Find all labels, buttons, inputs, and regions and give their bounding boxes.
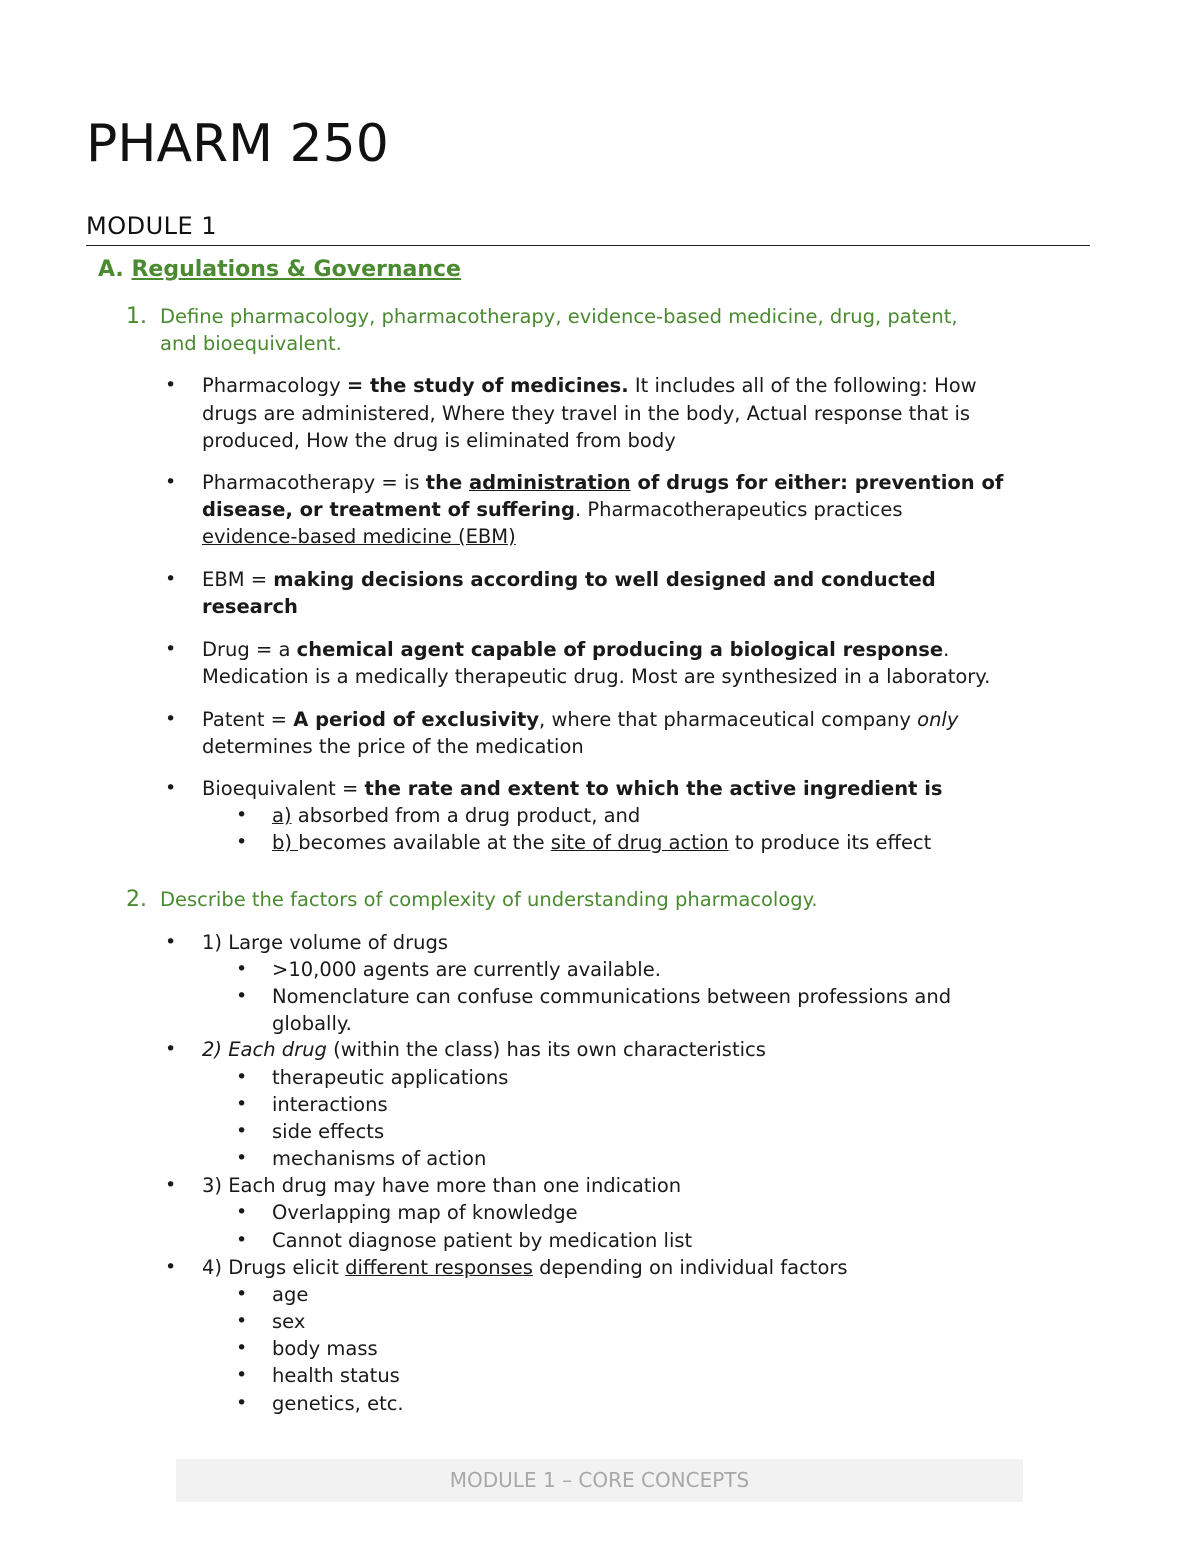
sub-item: therapeutic applications: [272, 1066, 509, 1089]
text-run: .: [943, 638, 950, 661]
bullet-icon: •: [236, 1229, 248, 1251]
text-line: produced, How the drug is eliminated from body: [202, 429, 676, 452]
bullet-icon: •: [236, 1147, 248, 1169]
bullet-icon: •: [236, 831, 248, 853]
text-run-bold-underline: administration: [468, 471, 631, 494]
bullet-icon: •: [165, 638, 177, 660]
factor-3: 3) Each drug may have more than one indication: [202, 1174, 682, 1197]
question-1-line1: Define pharmacology, pharmacotherapy, evidence-based medicine, drug, patent,: [160, 305, 958, 328]
factor-1: 1) Large volume of drugs: [202, 931, 448, 954]
text-run: EBM =: [202, 568, 274, 591]
bullet-icon: •: [165, 374, 177, 396]
document-title: PHARM 250: [86, 114, 389, 174]
sub-item: Overlapping map of knowledge: [272, 1201, 578, 1224]
factor-2: [202, 1036, 766, 1063]
text-run: It includes all of the following: How: [628, 374, 977, 397]
text-run: (within the class) has its own characteristics: [326, 1038, 766, 1061]
bullet-icon: •: [165, 1038, 177, 1060]
question-1-line2: and bioequivalent.: [160, 332, 342, 355]
sub-item: [272, 829, 931, 856]
text-line: Medication is a medically therapeutic drug. Most are synthesized in a laboratory.: [202, 665, 991, 688]
text-run-underline: site of drug action: [550, 831, 729, 854]
bullet-icon: •: [236, 958, 248, 980]
bullet-icon: •: [236, 804, 248, 826]
section-heading: [98, 255, 461, 285]
sub-item: [272, 802, 640, 829]
sub-item: Nomenclature can confuse communications between professions and: [272, 985, 952, 1008]
text-run-bold: the: [425, 471, 469, 494]
bullet-icon: •: [236, 1066, 248, 1088]
text-run: Pharmacology: [202, 374, 347, 397]
bullet-icon: •: [165, 1174, 177, 1196]
text-run: depending on individual factors: [532, 1256, 848, 1279]
text-run: 4) Drugs elicit: [202, 1256, 346, 1279]
bullet-icon: •: [165, 777, 177, 799]
text-run: Drug = a: [202, 638, 297, 661]
definition-bioequivalent: [202, 775, 943, 802]
bullet-icon: •: [236, 1310, 248, 1332]
sub-item: age: [272, 1283, 309, 1306]
text-run-bold: making decisions according to well designed and conducted: [273, 568, 936, 591]
section-letter: A.: [98, 257, 124, 282]
definition-drug: [202, 636, 949, 663]
definition-ebm: [202, 566, 936, 593]
sub-item: interactions: [272, 1093, 388, 1116]
text-run-underline: evidence-based medicine (EBM): [202, 525, 516, 548]
bullet-icon: •: [236, 1093, 248, 1115]
text-run: Bioequivalent =: [202, 777, 365, 800]
bullet-icon: •: [236, 1120, 248, 1142]
text-run: . Pharmacotherapeutics practices: [574, 498, 903, 521]
question-number-2: 2.: [126, 887, 147, 912]
text-run: Patent =: [202, 708, 294, 731]
section-title: Regulations & Governance: [131, 257, 461, 282]
text-run-underline: a): [272, 804, 292, 827]
text-line: globally.: [272, 1012, 352, 1035]
bullet-icon: •: [165, 471, 177, 493]
bullet-icon: •: [236, 1392, 248, 1414]
bullet-icon: •: [236, 1364, 248, 1386]
bullet-icon: •: [236, 1337, 248, 1359]
text-run-bold: A period of exclusivity: [293, 708, 540, 731]
sub-item: Cannot diagnose patient by medication list: [272, 1229, 693, 1252]
text-line: [202, 593, 298, 620]
question-number-1: 1.: [126, 304, 147, 329]
text-run-bold: research: [202, 595, 298, 618]
factor-4: [202, 1254, 848, 1281]
definition-pharmacology: [202, 372, 977, 399]
sub-item: health status: [272, 1364, 400, 1387]
bullet-icon: •: [165, 568, 177, 590]
text-run: , where that pharmaceutical company: [539, 708, 918, 731]
definition-patent: [202, 706, 958, 733]
module-heading: MODULE 1: [86, 210, 1090, 246]
text-run: becomes available at the: [298, 831, 551, 854]
bullet-icon: •: [236, 1201, 248, 1223]
page-footer: MODULE 1 – CORE CONCEPTS: [176, 1459, 1023, 1502]
text-run: absorbed from a drug product, and: [291, 804, 641, 827]
text-line: [202, 523, 516, 550]
sub-item: side effects: [272, 1120, 385, 1143]
text-run-bold: disease, or treatment of suffering: [202, 498, 575, 521]
sub-item: mechanisms of action: [272, 1147, 487, 1170]
text-run-bold: the rate and extent to which the active ingredient is: [364, 777, 943, 800]
text-run-italic: only: [917, 708, 959, 731]
text-run-bold: of drugs for either: prevention of: [630, 471, 1004, 494]
bullet-icon: •: [236, 1283, 248, 1305]
text-run-bold: = the study of medicines.: [346, 374, 629, 397]
sub-item: >10,000 agents are currently available.: [272, 958, 661, 981]
definition-pharmacotherapy: [202, 469, 1003, 496]
bullet-icon: •: [165, 1256, 177, 1278]
text-run-bold: chemical agent capable of producing a biological response: [296, 638, 944, 661]
bullet-icon: •: [165, 931, 177, 953]
text-run: to produce its effect: [728, 831, 932, 854]
sub-item: genetics, etc.: [272, 1392, 404, 1415]
bullet-icon: •: [165, 708, 177, 730]
text-run-italic: 2) Each drug: [202, 1038, 327, 1061]
sub-item: sex: [272, 1310, 306, 1333]
text-run: Pharmacotherapy = is: [202, 471, 426, 494]
text-line: [202, 496, 903, 523]
text-line: determines the price of the medication: [202, 735, 584, 758]
sub-item: body mass: [272, 1337, 378, 1360]
question-2-line1: Describe the factors of complexity of understanding pharmacology.: [160, 888, 818, 911]
bullet-icon: •: [236, 985, 248, 1007]
text-run-underline: different responses: [345, 1256, 533, 1279]
text-line: drugs are administered, Where they travel in the body, Actual response that is: [202, 402, 971, 425]
text-run-underline: b): [272, 831, 299, 854]
